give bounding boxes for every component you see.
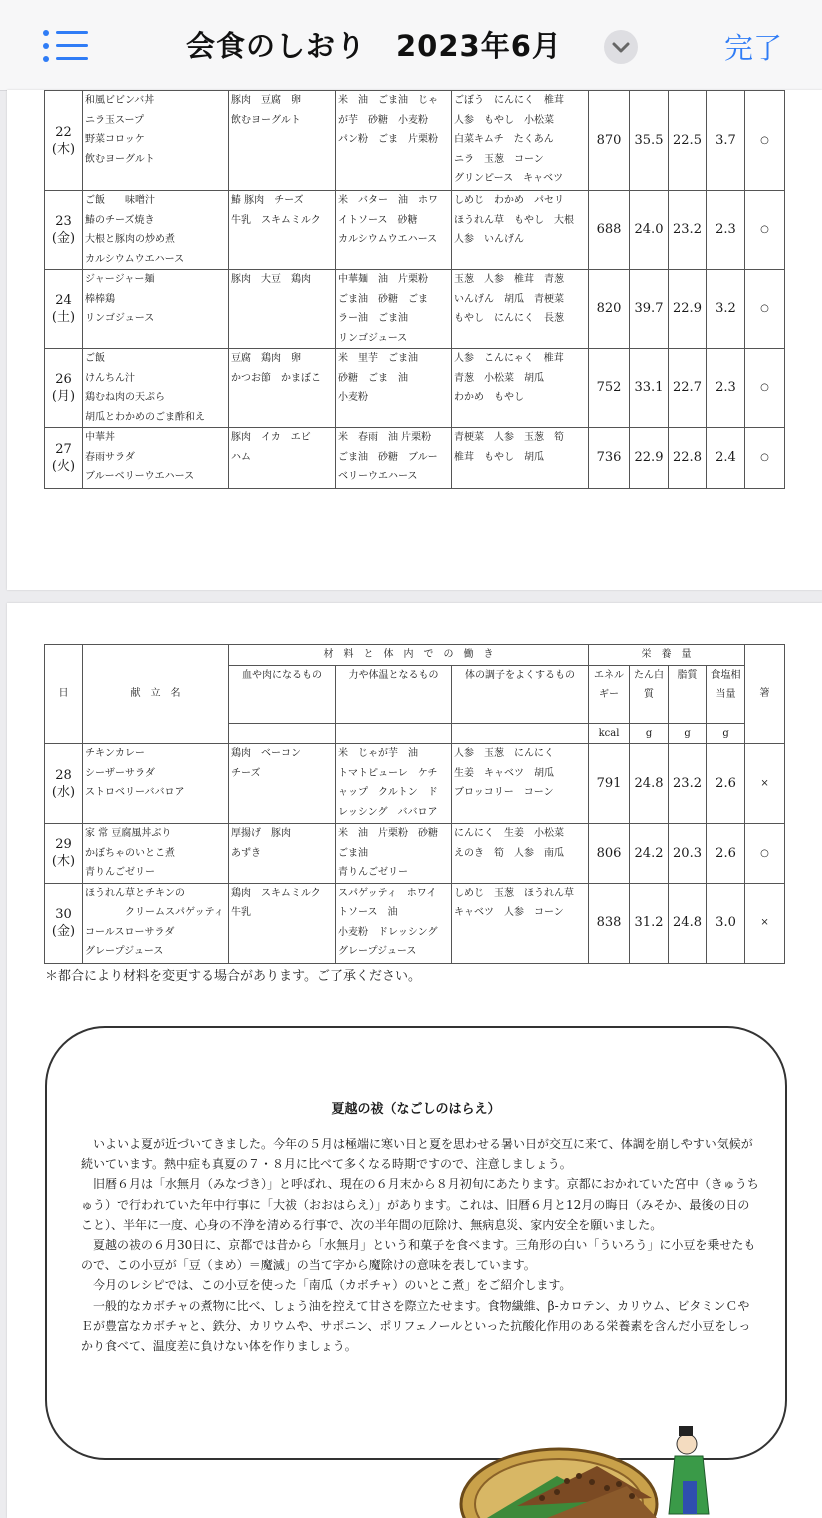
fat-value: 22.7 bbox=[669, 349, 707, 428]
menu-row bbox=[45, 349, 785, 428]
column-paragraph: 今月のレシピでは、この小豆を使った「南瓜（カボチャ）のいとこ煮」をご紹介します。 bbox=[93, 1278, 572, 1293]
red-cell bbox=[229, 824, 336, 884]
document-page-1 bbox=[7, 90, 822, 590]
header-nutrition: 栄 養 量 bbox=[589, 645, 745, 666]
red-cell bbox=[229, 91, 336, 191]
energy-value: 806 bbox=[589, 824, 630, 884]
menu-line: ご飯 味噌汁 bbox=[85, 195, 155, 206]
red-line: かつお節 かまぼこ bbox=[231, 372, 321, 384]
green-line: にんにく 生姜 小松菜 bbox=[454, 828, 564, 839]
red-line: 豚肉 大豆 鶏肉 bbox=[231, 274, 311, 285]
menu-line: コールスローサラダ bbox=[85, 926, 175, 938]
column-body bbox=[81, 1134, 761, 1356]
green-cell bbox=[452, 349, 589, 428]
fat-value: 22.5 bbox=[669, 91, 707, 191]
menu-line: 飲むヨーグルト bbox=[85, 153, 155, 165]
chopsticks-mark: ○ bbox=[745, 191, 785, 270]
red-line: 厚揚げ 豚肉 bbox=[231, 828, 291, 839]
yellow-line: 米 油 片栗粉 砂糖 bbox=[338, 828, 438, 839]
menu-cell bbox=[83, 270, 229, 349]
protein-value: 24.8 bbox=[630, 744, 669, 824]
menu-line: けんちん汁 bbox=[85, 372, 135, 384]
chopsticks-mark: ○ bbox=[745, 270, 785, 349]
menu-line: グレープジュース bbox=[85, 946, 164, 957]
day-of-week: (土) bbox=[51, 310, 76, 325]
yellow-line: 中華麺 油 片栗粉 bbox=[338, 274, 428, 285]
energy-value: 870 bbox=[589, 91, 630, 191]
yellow-cell bbox=[336, 349, 452, 428]
yellow-line: イトソース 砂糖 bbox=[338, 214, 418, 226]
day-of-week: (火) bbox=[51, 459, 76, 474]
menu-cell bbox=[83, 883, 229, 963]
day-number: 27 bbox=[55, 442, 72, 457]
day-number: 29 bbox=[55, 837, 72, 853]
fat-value: 23.2 bbox=[669, 191, 707, 270]
chevron-down-icon[interactable] bbox=[604, 30, 638, 64]
menu-line: 胡瓜とわかめのごま酢和え bbox=[85, 411, 205, 423]
green-line: ニラ 玉葱 コーン bbox=[454, 153, 544, 165]
menu-line: 棒棒鶏 bbox=[85, 293, 115, 305]
yellow-cell bbox=[336, 883, 452, 963]
green-line: 人参 いんげん bbox=[454, 234, 524, 245]
green-line: しめじ 玉葱 ほうれん草 bbox=[454, 887, 574, 899]
salt-value: 2.6 bbox=[707, 744, 745, 824]
green-line: 白菜キムチ たくあん bbox=[454, 134, 554, 145]
yellow-cell bbox=[336, 744, 452, 824]
menu-line: 中華丼 bbox=[85, 432, 115, 443]
yellow-line: 青りんごゼリー bbox=[338, 867, 408, 878]
header-energy: エネルギー bbox=[589, 665, 630, 723]
fat-value: 22.8 bbox=[669, 428, 707, 489]
menu-line: クリームスパゲッティ bbox=[85, 907, 224, 918]
menu-cell bbox=[83, 349, 229, 428]
protein-value: 22.9 bbox=[630, 428, 669, 489]
salt-value: 3.7 bbox=[707, 91, 745, 191]
header-day: 日 bbox=[45, 645, 83, 744]
energy-value: 838 bbox=[589, 883, 630, 963]
day-cell bbox=[45, 270, 83, 349]
menu-line: 鰆のチーズ焼き bbox=[85, 214, 155, 226]
green-cell bbox=[452, 91, 589, 191]
menu-cell bbox=[83, 91, 229, 191]
day-of-week: (木) bbox=[51, 141, 76, 157]
yellow-cell bbox=[336, 824, 452, 884]
red-line: 飲むヨーグルト bbox=[231, 114, 301, 126]
header-materials: 材 料 と 体 内 で の 働 き bbox=[229, 645, 589, 666]
yellow-line: 米 里芋 ごま油 bbox=[338, 353, 418, 364]
menu-line: かぼちゃのいとこ煮 bbox=[85, 847, 175, 859]
red-line: あずき bbox=[231, 847, 261, 859]
chopsticks-mark: ○ bbox=[745, 349, 785, 428]
green-line: もやし にんにく 長葱 bbox=[454, 313, 564, 324]
yellow-line: レッシング ババロア bbox=[338, 806, 438, 818]
red-line: 鶏肉 スキムミルク bbox=[231, 887, 321, 899]
column-title: 夏越の祓（なごしのはらえ） bbox=[331, 1102, 501, 1117]
day-cell bbox=[45, 428, 83, 489]
day-number: 22 bbox=[55, 124, 72, 140]
protein-value: 24.2 bbox=[630, 824, 669, 884]
menu-line: カルシウムウエハース bbox=[85, 253, 185, 265]
chopsticks-mark: × bbox=[745, 883, 785, 963]
red-line: 豚肉 豆腐 卵 bbox=[231, 95, 301, 106]
green-line: 青葱 小松菜 胡瓜 bbox=[454, 372, 544, 384]
yellow-line: 米 じゃが芋 油 bbox=[338, 748, 418, 759]
day-cell bbox=[45, 744, 83, 824]
energy-value: 820 bbox=[589, 270, 630, 349]
menu-line: 青りんごゼリー bbox=[85, 867, 155, 878]
day-of-week: (金) bbox=[51, 231, 76, 246]
green-line: 人参 もやし 小松菜 bbox=[454, 114, 554, 126]
menu-line: リンゴジュース bbox=[85, 313, 155, 324]
yellow-line: 小麦粉 bbox=[338, 392, 368, 403]
green-line: ブロッコリー コーン bbox=[454, 787, 554, 798]
green-line: キャベツ 人参 コーン bbox=[454, 907, 564, 918]
green-line: 玉葱 人参 椎茸 青葱 bbox=[454, 274, 564, 285]
red-cell bbox=[229, 428, 336, 489]
yellow-line: ャップ クルトン ド bbox=[338, 787, 438, 798]
header-protein: たん白質 bbox=[630, 665, 669, 723]
document-page-2 bbox=[7, 603, 822, 1518]
red-cell bbox=[229, 270, 336, 349]
menu-row bbox=[45, 744, 785, 824]
green-line: 人参 こんにゃく 椎茸 bbox=[454, 353, 564, 364]
column-box bbox=[45, 1026, 787, 1460]
yellow-cell bbox=[336, 91, 452, 191]
yellow-cell bbox=[336, 270, 452, 349]
yellow-line: ラー油 ごま油 bbox=[338, 313, 408, 324]
yellow-line: ごま油 bbox=[338, 847, 368, 859]
unit-energy: kcal bbox=[589, 723, 630, 744]
day-of-week: (木) bbox=[51, 854, 76, 870]
green-cell bbox=[452, 270, 589, 349]
column-paragraph: いよいよ夏が近づいてきました。今年の５月は極端に寒い日と夏を思わせる暑い日が交互に来て、体調を崩しやすい気候が続いています。熱中症も真夏の７・８月に比べて多くなる時期ですので、注意しましょう。 bbox=[81, 1137, 753, 1172]
column-paragraph: 夏越の祓の６月30日に、京都では昔から「水無月」という和菓子を食べます。三角形の白い「ういろう」に小豆を乗せたもので、この小豆が「豆（まめ）＝魔滅」の当て字から魔除けの意味を表しています。 bbox=[81, 1238, 756, 1273]
menu-line: 和風ビビンバ丼 bbox=[85, 95, 155, 106]
top-toolbar bbox=[0, 0, 822, 91]
day-cell bbox=[45, 824, 83, 884]
red-line: 豚肉 イカ エビ bbox=[231, 432, 311, 443]
unit-protein: g bbox=[630, 723, 669, 744]
red-line: 牛乳 スキムミルク bbox=[231, 214, 321, 226]
green-cell bbox=[452, 744, 589, 824]
chopsticks-mark: ○ bbox=[745, 824, 785, 884]
menu-row bbox=[45, 91, 785, 191]
menu-row bbox=[45, 824, 785, 884]
day-number: 24 bbox=[55, 293, 72, 308]
protein-value: 39.7 bbox=[630, 270, 669, 349]
red-line: チーズ bbox=[231, 767, 261, 779]
yellow-line: グレープジュース bbox=[338, 946, 417, 957]
protein-value: 33.1 bbox=[630, 349, 669, 428]
red-line: 豆腐 鶏肉 卵 bbox=[231, 353, 301, 364]
yellow-line: 小麦粉 ドレッシング bbox=[338, 926, 438, 938]
yellow-line: リンゴジュース bbox=[338, 332, 408, 344]
salt-value: 2.3 bbox=[707, 191, 745, 270]
green-cell bbox=[452, 883, 589, 963]
day-cell bbox=[45, 91, 83, 191]
protein-value: 31.2 bbox=[630, 883, 669, 963]
header-fat: 脂質 bbox=[669, 665, 707, 723]
column-paragraph: 旧暦６月は「水無月（みなづき）」と呼ばれ、現在の６月末から８月初旬にあたります。京都におかれていた宮中（きゅうちゅう）で行われていた年中行事に「大祓（おおはらえ）」があります。これは、旧暦６月と12月の晦日（みそか、最後の日のこと）、半年に一度、心身の不浄を清める行事で、次の半年間の厄除け、無病息災、家内安全を願いました。 bbox=[81, 1177, 759, 1232]
green-line: 青梗菜 人参 玉葱 筍 bbox=[454, 432, 564, 443]
day-of-week: (金) bbox=[51, 924, 76, 939]
day-number: 30 bbox=[55, 907, 72, 922]
yellow-line: 米 油 ごま油 じゃ bbox=[338, 95, 438, 106]
menu-cell bbox=[83, 744, 229, 824]
menu-line: ニラ玉スープ bbox=[85, 114, 144, 126]
green-line: ごぼう にんにく 椎茸 bbox=[454, 95, 564, 106]
salt-value: 2.4 bbox=[707, 428, 745, 489]
fat-value: 22.9 bbox=[669, 270, 707, 349]
header-green: 体の調子をよくするもの bbox=[452, 665, 589, 723]
yellow-line: パン粉 ごま 片栗粉 bbox=[338, 134, 438, 145]
header-chopsticks: 箸 bbox=[745, 645, 785, 744]
unit-salt: g bbox=[707, 723, 745, 744]
menu-line: ジャージャー麺 bbox=[85, 274, 155, 285]
energy-value: 752 bbox=[589, 349, 630, 428]
document-title: 会食のしおり 2023年6月 bbox=[186, 29, 562, 63]
red-cell bbox=[229, 349, 336, 428]
menu-line: 大根と豚肉の炒め煮 bbox=[85, 234, 175, 245]
green-line: グリンピース キャベツ bbox=[454, 173, 564, 184]
energy-value: 736 bbox=[589, 428, 630, 489]
menu-line: 春雨サラダ bbox=[85, 451, 135, 463]
red-cell bbox=[229, 744, 336, 824]
yellow-line: カルシウムウエハース bbox=[338, 234, 438, 245]
fat-value: 20.3 bbox=[669, 824, 707, 884]
allergy-note: ＊都合により材料を変更する場合があります。ご了承ください。 bbox=[45, 969, 421, 984]
menu-line: 鶏むね肉の天ぷら bbox=[85, 392, 165, 403]
red-cell bbox=[229, 883, 336, 963]
menu-line: 家 常 豆腐風丼ぶり bbox=[85, 828, 172, 839]
green-line: いんげん 胡瓜 青梗菜 bbox=[454, 293, 564, 305]
yellow-line: トマトピューレ ケチ bbox=[338, 767, 438, 779]
red-line: 鰆 豚肉 チーズ bbox=[231, 195, 304, 206]
day-number: 23 bbox=[55, 214, 72, 229]
red-line: ハム bbox=[231, 451, 251, 463]
red-line: 牛乳 bbox=[231, 907, 251, 918]
green-cell bbox=[452, 428, 589, 489]
yellow-line: スパゲッティ ホワイ bbox=[338, 887, 437, 899]
salt-value: 2.3 bbox=[707, 349, 745, 428]
red-line: 鶏肉 ベーコン bbox=[231, 748, 301, 759]
column-paragraph: 一般的なカボチャの煮物に比べ、しょう油を控えて甘さを際立たせます。食物繊維、β-カロテン、カリウム、ビタミンＣやＥが豊富なカボチャと、鉄分、カリウムや、サポニン、ポリフェノールといった抗酸化作用のある栄養素を含んだ小豆をしっかり食べて、温度差に負けない体を作りましょう。 bbox=[81, 1298, 751, 1354]
menu-row bbox=[45, 191, 785, 270]
fat-value: 24.8 bbox=[669, 883, 707, 963]
green-line: えのき 筍 人参 南瓜 bbox=[454, 847, 564, 859]
salt-value: 3.0 bbox=[707, 883, 745, 963]
green-line: 椎茸 もやし 胡瓜 bbox=[454, 451, 544, 463]
menu-row bbox=[45, 270, 785, 349]
yellow-line: 米 春雨 油 片栗粉 bbox=[338, 432, 432, 443]
yellow-line: ベリーウエハース bbox=[338, 471, 418, 482]
day-of-week: (月) bbox=[51, 389, 76, 404]
done-button[interactable]: 完了 bbox=[724, 31, 783, 65]
green-line: 生姜 キャベツ 胡瓜 bbox=[454, 767, 554, 779]
menu-line: チキンカレー bbox=[85, 748, 145, 759]
menu-row bbox=[45, 428, 785, 489]
menu-line: ご飯 bbox=[85, 353, 105, 364]
header-menu-name: 献 立 名 bbox=[83, 645, 229, 744]
list-menu-icon[interactable] bbox=[43, 29, 89, 63]
yellow-line: トソース 油 bbox=[338, 907, 398, 918]
day-of-week: (水) bbox=[51, 784, 76, 800]
day-number: 26 bbox=[55, 372, 72, 387]
day-cell bbox=[45, 349, 83, 428]
unit-fat: g bbox=[669, 723, 707, 744]
yellow-line: ごま油 砂糖 ごま bbox=[338, 293, 428, 305]
chopsticks-mark: × bbox=[745, 744, 785, 824]
salt-value: 3.2 bbox=[707, 270, 745, 349]
green-cell bbox=[452, 191, 589, 270]
green-line: わかめ もやし bbox=[454, 392, 524, 403]
fat-value: 23.2 bbox=[669, 744, 707, 824]
day-number: 28 bbox=[55, 767, 72, 783]
menu-table-2 bbox=[44, 644, 785, 964]
energy-value: 688 bbox=[589, 191, 630, 270]
menu-row bbox=[45, 883, 785, 963]
menu-cell bbox=[83, 191, 229, 270]
menu-line: ストロベリーババロア bbox=[85, 787, 185, 798]
menu-line: ブルーベリーウエハース bbox=[85, 471, 195, 482]
protein-value: 35.5 bbox=[630, 91, 669, 191]
energy-value: 791 bbox=[589, 744, 630, 824]
menu-cell bbox=[83, 428, 229, 489]
green-cell bbox=[452, 824, 589, 884]
yellow-line: 米 バター 油 ホワ bbox=[338, 195, 438, 206]
header-salt: 食塩相当量 bbox=[707, 665, 745, 723]
yellow-line: が芋 砂糖 小麦粉 bbox=[338, 114, 428, 126]
menu-line: ほうれん草とチキンの bbox=[85, 887, 185, 899]
yellow-line: 砂糖 ごま 油 bbox=[338, 372, 408, 384]
day-cell bbox=[45, 191, 83, 270]
chopsticks-mark: ○ bbox=[745, 91, 785, 191]
menu-cell bbox=[83, 824, 229, 884]
menu-table-1 bbox=[44, 90, 785, 489]
header-red: 血や肉になるもの bbox=[229, 665, 336, 723]
protein-value: 24.0 bbox=[630, 191, 669, 270]
green-line: 人参 玉葱 にんにく bbox=[454, 748, 554, 759]
red-cell bbox=[229, 191, 336, 270]
green-line: ほうれん草 もやし 大根 bbox=[454, 214, 574, 226]
day-cell bbox=[45, 883, 83, 963]
menu-line: 野菜コロッケ bbox=[85, 134, 145, 145]
header-yellow: 力や体温となるもの bbox=[336, 665, 452, 723]
yellow-line: ごま油 砂糖 ブルー bbox=[338, 451, 438, 463]
minazuki-illustration bbox=[447, 1426, 747, 1518]
yellow-cell bbox=[336, 191, 452, 270]
yellow-cell bbox=[336, 428, 452, 489]
green-line: しめじ わかめ パセリ bbox=[454, 195, 564, 206]
chopsticks-mark: ○ bbox=[745, 428, 785, 489]
menu-line: シーザーサラダ bbox=[85, 767, 155, 779]
salt-value: 2.6 bbox=[707, 824, 745, 884]
